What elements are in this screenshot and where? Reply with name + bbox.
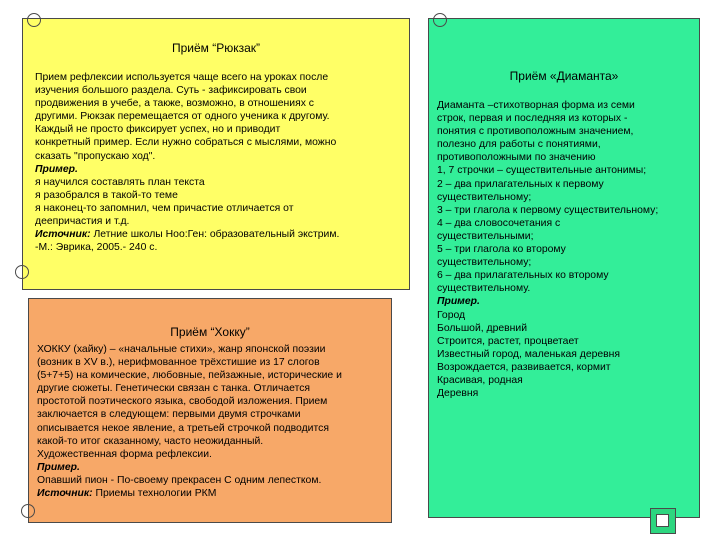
text-line: другие сюжеты. Генетически связан с танка. Отличается xyxy=(37,383,311,395)
example-line: Опавший пион - По-своему прекрасен С одним лепестком. xyxy=(37,474,322,486)
example-line: деепричастия и т.д. xyxy=(35,216,130,228)
scroll-curl-icon xyxy=(433,13,447,27)
source-line xyxy=(37,487,391,500)
source-line xyxy=(35,228,395,241)
text-line: Прием рефлексии используется чаще всего на уроках после xyxy=(35,72,329,83)
text-line: продвижения в учебе, а также, возможно, в отношениях с xyxy=(35,98,314,110)
card-haiku-title: Приём “Хокку” xyxy=(170,325,250,339)
card-diamante-title: Приём «Диаманта» xyxy=(509,69,619,83)
text-line: какой-то итог сказанному, часто неожиданный. xyxy=(37,435,264,447)
card-diamante-text xyxy=(437,99,699,400)
example-line: я научился составлять план текста xyxy=(35,176,205,188)
text-line: сказать "пропускаю ход". xyxy=(35,150,156,162)
example-line: я наконец-то запомнил, чем причастие отличается от xyxy=(35,202,294,214)
text-line: Каждый не просто фиксирует успех, но и приводит xyxy=(35,124,281,136)
source-label: Источник: xyxy=(35,229,91,241)
text-line: (возник в XV в.), нерифмованное трёхстишие из 17 слогов xyxy=(37,357,320,369)
text-line: существительному; xyxy=(437,191,532,203)
text-line: ХОККУ (хайку) – «начальные стихи», жанр японской поэзии xyxy=(37,344,326,355)
example-line: Город xyxy=(437,309,466,321)
text-line: 1, 7 строчки – существительные антонимы; xyxy=(437,165,647,177)
text-line: существительными; xyxy=(437,230,534,242)
text-line: понятия с противоположным значением, xyxy=(437,126,634,138)
scroll-curl-icon xyxy=(21,504,35,518)
example-label: Пример. xyxy=(437,296,480,308)
text-line: 2 – два прилагательных к первому xyxy=(437,178,604,190)
text-line: строк, первая и последняя из которых - xyxy=(437,113,628,125)
text-line: противоположными по значению xyxy=(437,152,596,164)
example-label: Пример. xyxy=(35,163,78,175)
example-line: Красивая, родная xyxy=(437,374,523,386)
source-line-2: -М.: Эврика, 2005.- 240 с. xyxy=(35,242,158,254)
scroll-curl-icon xyxy=(15,265,29,279)
text-line: полезно для работы с понятиями, xyxy=(437,139,601,151)
example-line: Возрождается, развивается, кормит xyxy=(437,361,611,373)
text-line: конкретный пример. Если нужно собраться с мыслями, можно xyxy=(35,137,337,149)
scroll-curl-icon xyxy=(27,13,41,27)
card-backpack-text xyxy=(35,71,395,254)
text-line: 6 – два прилагательных ко второму xyxy=(437,270,609,282)
card-haiku xyxy=(28,298,392,523)
example-line: Большой, древний xyxy=(437,322,528,334)
example-line: я разобрался в такой-то теме xyxy=(35,189,178,201)
text-line: 5 – три глагола ко второму xyxy=(437,244,566,256)
text-line: описывается некое явление, а третьей строчкой подводится xyxy=(37,422,329,434)
example-label: Пример. xyxy=(37,461,80,473)
text-line: (5+7+5) на комические, любовные, пейзажные, исторические и xyxy=(37,370,342,382)
card-backpack xyxy=(22,18,410,290)
text-line: простотой поэтического языка, свободой изложения. Прием xyxy=(37,396,328,408)
card-backpack-title: Приём “Рюкзак” xyxy=(171,41,261,55)
example-line: Известный город, маленькая деревня xyxy=(437,348,621,360)
source-text: Приемы технологии РКМ xyxy=(92,488,217,500)
card-diamante xyxy=(428,18,700,518)
source-label: Источник: xyxy=(37,488,93,500)
text-line: 3 – три глагола к первому существительному; xyxy=(437,204,659,216)
text-line: существительному. xyxy=(437,283,531,295)
text-line: другими. Рюкзак перемещается от одного ученика к другому. xyxy=(35,111,330,123)
scroll-corner-icon xyxy=(650,508,676,534)
text-line: Диаманта –стихотворная форма из семи xyxy=(437,100,635,111)
example-line: Деревня xyxy=(437,388,479,400)
text-line: заключается в следующем: первыми двумя строчками xyxy=(37,409,301,421)
text-line: изучения большого раздела. Суть - зафиксировать свои xyxy=(35,85,307,97)
text-line: Художественная форма рефлексии. xyxy=(37,448,212,460)
source-text: Летние школы Ноо:Ген: образовательный экстрим. xyxy=(90,229,340,241)
example-line: Строится, растет, процветает xyxy=(437,335,579,347)
card-haiku-text xyxy=(37,343,391,500)
text-line: существительному; xyxy=(437,257,532,269)
text-line: 4 – два словосочетания с xyxy=(437,217,561,229)
